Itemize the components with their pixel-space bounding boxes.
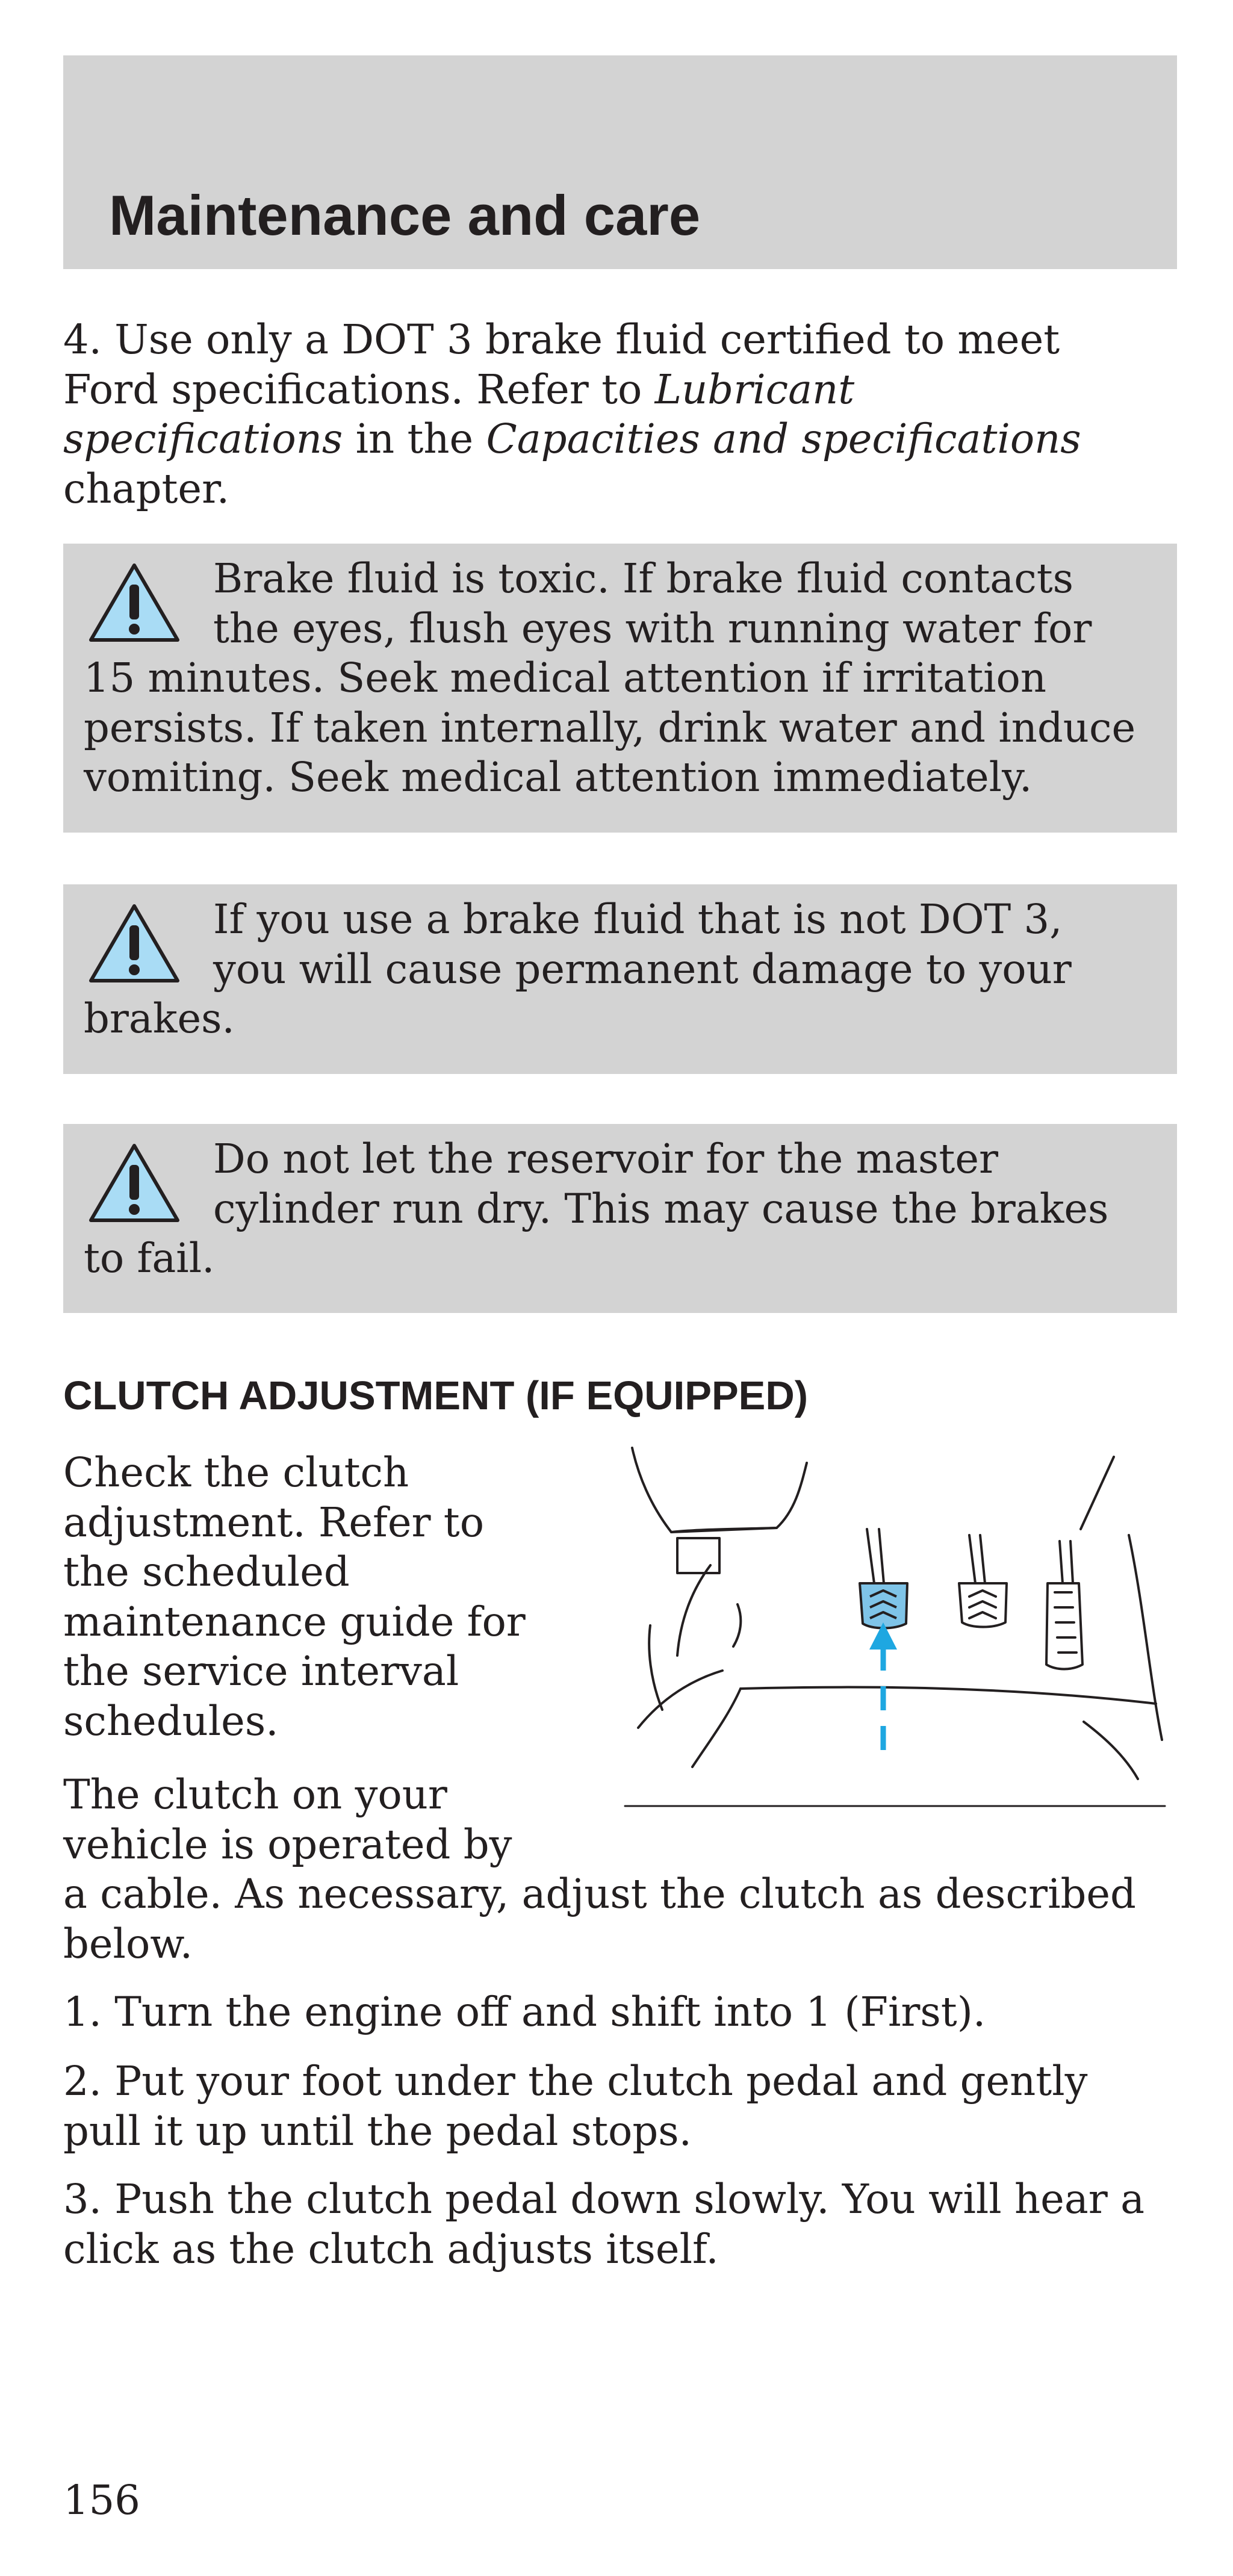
warning-text: If you use a brake fluid that is not DOT 3, you will cause permanent damage to your brakes.	[84, 896, 1072, 1042]
intro-line-2: Ford specifications. Refer to Lubricant	[63, 365, 855, 413]
chapter-header	[63, 55, 1177, 269]
warning-text: Do not let the reservoir for the master cylinder run dry. This may cause the brakes to fail.	[84, 1135, 1109, 1282]
warning-box-dot3	[63, 884, 1177, 1074]
intro-line-1: 4. Use only a DOT 3 brake fluid certified to meet	[63, 316, 1060, 363]
step-2: 2. Put your foot under the clutch pedal and gently pull it up until the pedal stops.	[63, 2058, 1088, 2155]
clutch-pedal-illustration	[614, 1439, 1177, 1815]
clutch-paragraph-2: The clutch on your vehicle is operated by a cable. As necessary, adjust the clutch as described below.	[63, 1771, 1136, 1967]
step-1: 1. Turn the engine off and shift into 1 (First).	[63, 1988, 986, 2035]
specifications-ref: specifications	[63, 415, 343, 462]
lubricant-ref: Lubricant	[654, 365, 855, 413]
clutch-paragraph-1: Check the clutch adjustment. Refer to the scheduled maintenance guide for the service interval schedules.	[63, 1449, 526, 1745]
page-number: 156	[63, 2477, 140, 2524]
chapter-title: Maintenance and care	[109, 184, 701, 247]
capacities-ref: Capacities and specifications	[486, 415, 1081, 462]
step-3: 3. Push the clutch pedal down slowly. You will hear a click as the clutch adjusts itself.	[63, 2176, 1145, 2273]
warning-box-reservoir	[63, 1124, 1177, 1313]
intro-line-4: chapter.	[63, 465, 230, 512]
warning-box-toxic	[63, 544, 1177, 833]
clutch-section-title: CLUTCH ADJUSTMENT (IF EQUIPPED)	[63, 1373, 809, 1418]
warning-text: Brake fluid is toxic. If brake fluid contacts the eyes, flush eyes with running water for 15 minutes. Seek medical attention if irritation persists. If taken internally, drink water and induce vomiting. Seek medical attention immediately.	[84, 555, 1136, 801]
intro-line-3: specifications in the Capacities and specifications	[63, 415, 1081, 462]
intro-paragraph	[63, 315, 1177, 514]
